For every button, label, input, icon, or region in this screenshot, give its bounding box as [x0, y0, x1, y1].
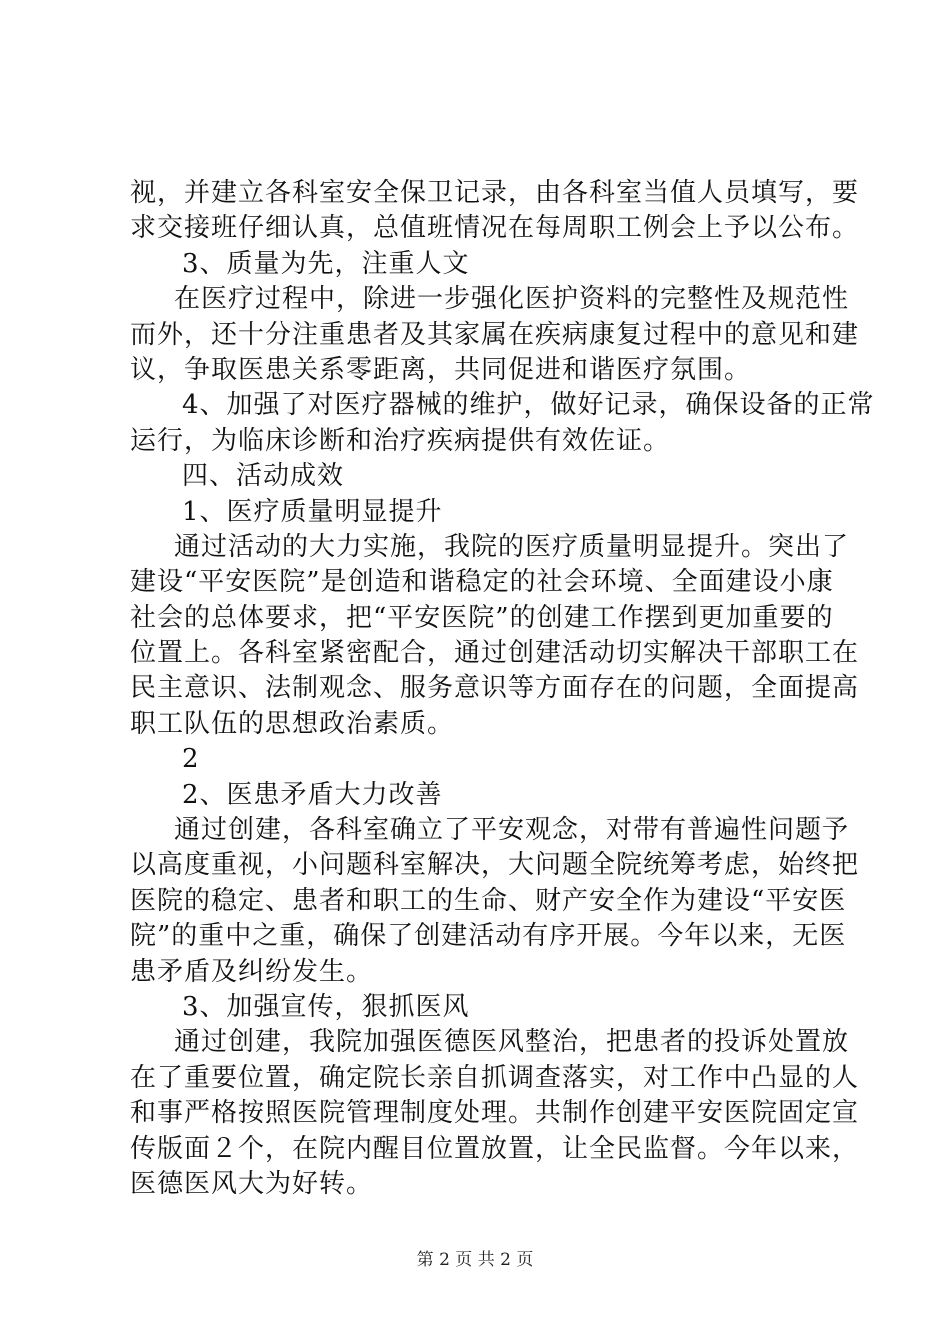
text-line: 位置上。各科室紧密配合，通过创建活动切实解决干部职工在 — [130, 638, 860, 669]
text-line: 和事严格按照医院管理制度处理。共制作创建平安医院固定宣 — [130, 1098, 860, 1129]
section-heading: 3、加强宣传，狠抓医风 — [182, 991, 470, 1022]
page-footer — [0, 1245, 950, 1270]
page-number-inline: 2 — [182, 744, 200, 775]
text-line: 职工队伍的思想政治素质。 — [130, 708, 455, 739]
text-line: 传版面２个，在院内醒目位置放置，让全民监督。今年以来， — [130, 1133, 860, 1164]
text-line: 在了重要位置，确定院长亲自抓调查落实，对工作中凸显的人 — [130, 1062, 860, 1093]
section-heading: 2、医患矛盾大力改善 — [182, 779, 443, 810]
text-line: 在医疗过程中，除进一步强化医护资料的完整性及规范性 — [174, 284, 850, 315]
text-line: 议，争取医患关系零距离，共同促进和谐医疗氛围。 — [130, 354, 752, 385]
page-indicator: 第 2 页 共 2 页 — [416, 1250, 534, 1270]
text-line: 社会的总体要求，把“平安医院”的创建工作摆到更加重要的 — [130, 602, 834, 633]
text-line: 4、加强了对医疗器械的维护，做好记录，确保设备的正常 — [182, 390, 875, 421]
text-line: 医院的稳定、患者和职工的生命、财产安全作为建设“平安医 — [130, 885, 847, 916]
text-line: 院”的重中之重，确保了创建活动有序开展。今年以来，无医 — [130, 921, 847, 952]
text-line: 民主意识、法制观念、服务意识等方面存在的问题，全面提高 — [130, 673, 860, 704]
text-line: 患矛盾及纠纷发生。 — [130, 956, 374, 987]
text-line: 求交接班仔细认真，总值班情况在每周职工例会上予以公布。 — [130, 213, 860, 244]
text-line: 医德医风大为好转。 — [130, 1168, 374, 1199]
text-line: 建设“平安医院”是创造和谐稳定的社会环境、全面建设小康 — [130, 567, 834, 598]
document-body — [130, 176, 875, 1202]
text-line: 通过创建，各科室确立了平安观念，对带有普遍性问题予 — [174, 815, 850, 846]
section-heading: 四、活动成效 — [182, 461, 345, 492]
text-line: 而外，还十分注重患者及其家属在疾病康复过程中的意见和建 — [130, 319, 860, 350]
text-line: 运行，为临床诊断和治疗疾病提供有效佐证。 — [130, 425, 671, 456]
text-line: 通过活动的大力实施，我院的医疗质量明显提升。突出了 — [174, 531, 850, 562]
section-heading: 1、医疗质量明显提升 — [182, 496, 443, 527]
section-heading: 3、质量为先，注重人文 — [182, 248, 470, 279]
text-line: 通过创建，我院加强医德医风整治，把患者的投诉处置放 — [174, 1027, 850, 1058]
text-line: 以高度重视，小问题科室解决，大问题全院统筹考虑，始终把 — [130, 850, 860, 881]
text-line: 视，并建立各科室安全保卫记录，由各科室当值人员填写，要 — [130, 178, 860, 208]
